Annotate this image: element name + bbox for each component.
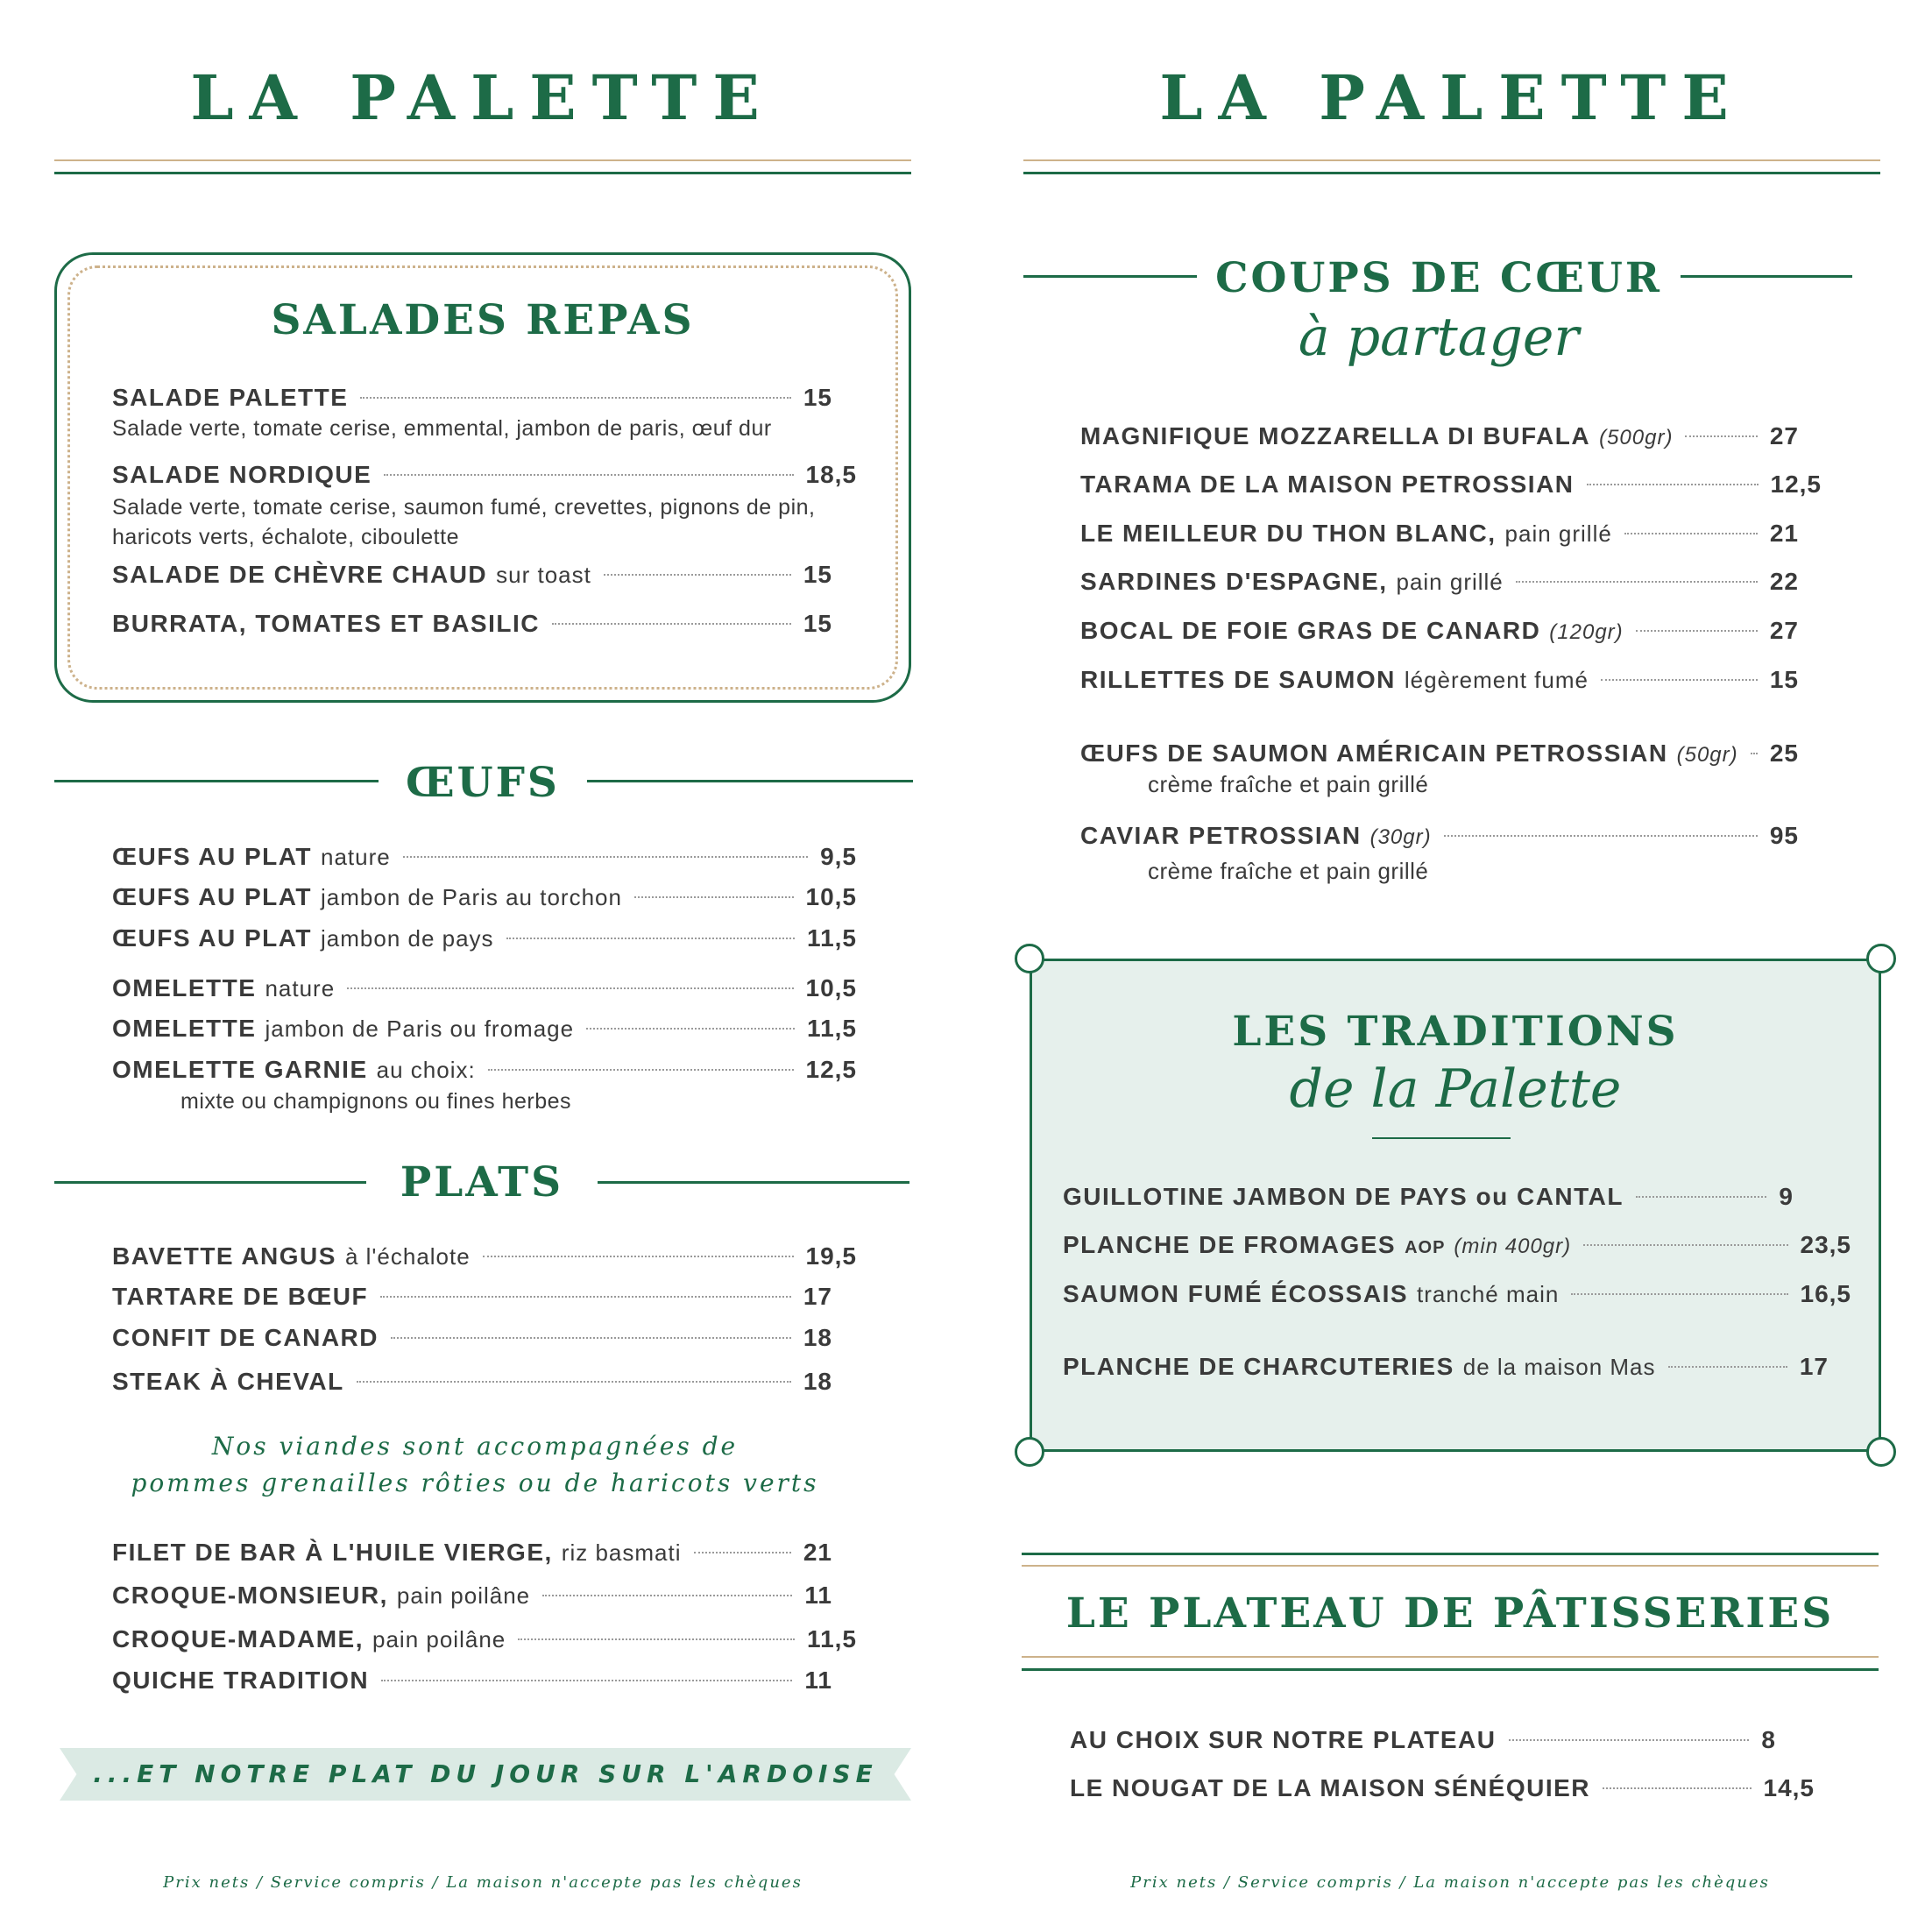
coups-title: COUPS DE CŒUR: [1215, 254, 1662, 302]
menu-item: ŒUFS AU PLAT jambon de Paris au torchon 10,5: [112, 883, 857, 910]
menu-item: OMELETTE nature 10,5: [112, 974, 857, 1001]
menu-item: PLANCHE DE FROMAGES AOP (min 400gr) 23,5: [1063, 1231, 1851, 1258]
menu-item: BAVETTE ANGUS à l'échalote 19,5: [112, 1242, 857, 1270]
menu-item: RILLETTES DE SAUMON légèrement fumé 15: [1080, 666, 1799, 693]
patisseries-rule-bottom-gold: [1022, 1656, 1879, 1658]
menu-item: AU CHOIX SUR NOTRE PLATEAU 8: [1070, 1726, 1776, 1753]
box-corner: [1015, 1437, 1044, 1467]
traditions-title: LES TRADITIONS: [1232, 1008, 1679, 1056]
right-footer: Prix nets / Service compris / La maison n'accepte pas les chèques: [1130, 1873, 1770, 1892]
box-corner: [1866, 1437, 1896, 1467]
menu-item: SALADE DE CHÈVRE CHAUD sur toast 15: [112, 561, 832, 588]
plats-note-line1: Nos viandes sont accompagnées de: [211, 1432, 739, 1461]
oeufs-rule-left: [54, 780, 379, 782]
menu-item: PLANCHE DE CHARCUTERIES de la maison Mas 17: [1063, 1353, 1829, 1380]
traditions-underline: [1372, 1137, 1511, 1139]
plats-note-line2: pommes grenailles rôties ou de haricots verts: [131, 1468, 819, 1497]
coups-rule-left: [1023, 275, 1197, 278]
menu-item: SAUMON FUMÉ ÉCOSSAIS tranché main 16,5: [1063, 1280, 1851, 1307]
box-corner: [1015, 944, 1044, 973]
menu-item: CROQUE-MONSIEUR, pain poilâne 11: [112, 1582, 832, 1609]
menu-item: ŒUFS AU PLAT nature 9,5: [112, 843, 857, 870]
salades-title: SALADES REPAS: [271, 296, 695, 344]
right-brand-title: LA PALETTE: [1159, 61, 1744, 134]
menu-item: SARDINES D'ESPAGNE, pain grillé 22: [1080, 568, 1799, 595]
item-description: Salade verte, tomate cerise, emmental, jambon de paris, œuf dur: [112, 416, 772, 441]
menu-item: SALADE PALETTE 15: [112, 384, 832, 411]
menu-item: LE MEILLEUR DU THON BLANC, pain grillé 21: [1080, 520, 1799, 547]
menu-item: BURRATA, TOMATES ET BASILIC 15: [112, 610, 832, 637]
item-description: Salade verte, tomate cerise, saumon fumé, crevettes, pignons de pin,: [112, 495, 816, 520]
menu-item: OMELETTE jambon de Paris ou fromage 11,5: [112, 1015, 857, 1042]
menu-item: CAVIAR PETROSSIAN (30gr) 95: [1080, 822, 1799, 849]
menu-item: CONFIT DE CANARD 18: [112, 1324, 832, 1351]
traditions-script-subtitle: de la Palette: [1289, 1058, 1622, 1120]
right-header-rule: [1023, 172, 1880, 174]
menu-item: FILET DE BAR À L'HUILE VIERGE, riz basmati 21: [112, 1539, 832, 1566]
oeufs-title: ŒUFS: [406, 759, 560, 807]
menu-item: QUICHE TRADITION 11: [112, 1667, 832, 1694]
patisseries-rule-top: [1022, 1553, 1879, 1555]
plat-du-jour-text: ...ET NOTRE PLAT DU JOUR SUR L'ARDOISE: [93, 1759, 878, 1788]
menu-item: TARAMA DE LA MAISON PETROSSIAN 12,5: [1080, 471, 1822, 498]
plats-rule-left: [54, 1181, 366, 1184]
left-header-rule-gold: [54, 159, 911, 161]
menu-item: OMELETTE GARNIE au choix: 12,5: [112, 1056, 857, 1083]
menu-item: LE NOUGAT DE LA MAISON SÉNÉQUIER 14,5: [1070, 1774, 1815, 1801]
plats-title: PLATS: [400, 1158, 564, 1207]
patisseries-rule-top-gold: [1022, 1565, 1879, 1567]
menu-item: CROQUE-MADAME, pain poilâne 11,5: [112, 1625, 857, 1652]
item-description: crème fraîche et pain grillé: [1148, 771, 1429, 797]
coups-rule-right: [1681, 275, 1852, 278]
menu-item: GUILLOTINE JAMBON DE PAYS ou CANTAL 9: [1063, 1183, 1794, 1210]
oeufs-rule-right: [587, 780, 913, 782]
menu-item: ŒUFS AU PLAT jambon de pays 11,5: [112, 924, 857, 952]
item-description: haricots verts, échalote, ciboulette: [112, 525, 459, 549]
left-footer: Prix nets / Service compris / La maison n'accepte pas les chèques: [163, 1873, 803, 1892]
left-header-rule: [54, 172, 911, 174]
menu-item: SALADE NORDIQUE 18,5: [112, 461, 857, 488]
menu-item: TARTARE DE BŒUF 17: [112, 1283, 832, 1310]
item-description: crème fraîche et pain grillé: [1148, 858, 1429, 884]
patisseries-rule-bottom: [1022, 1668, 1879, 1671]
left-brand-title: LA PALETTE: [190, 61, 775, 134]
plats-rule-right: [598, 1181, 909, 1184]
menu-item: MAGNIFIQUE MOZZARELLA DI BUFALA (500gr) 27: [1080, 422, 1799, 449]
coups-script-subtitle: à partager: [1298, 307, 1580, 368]
right-header-rule-gold: [1023, 159, 1880, 161]
menu-item: STEAK À CHEVAL 18: [112, 1368, 832, 1395]
item-description: mixte ou champignons ou fines herbes: [180, 1089, 572, 1114]
box-corner: [1866, 944, 1896, 973]
menu-item: ŒUFS DE SAUMON AMÉRICAIN PETROSSIAN (50gr) 25: [1080, 740, 1799, 767]
menu-item: BOCAL DE FOIE GRAS DE CANARD (120gr) 27: [1080, 617, 1799, 644]
patisseries-title: LE PLATEAU DE PÂTISSERIES: [1065, 1589, 1835, 1638]
